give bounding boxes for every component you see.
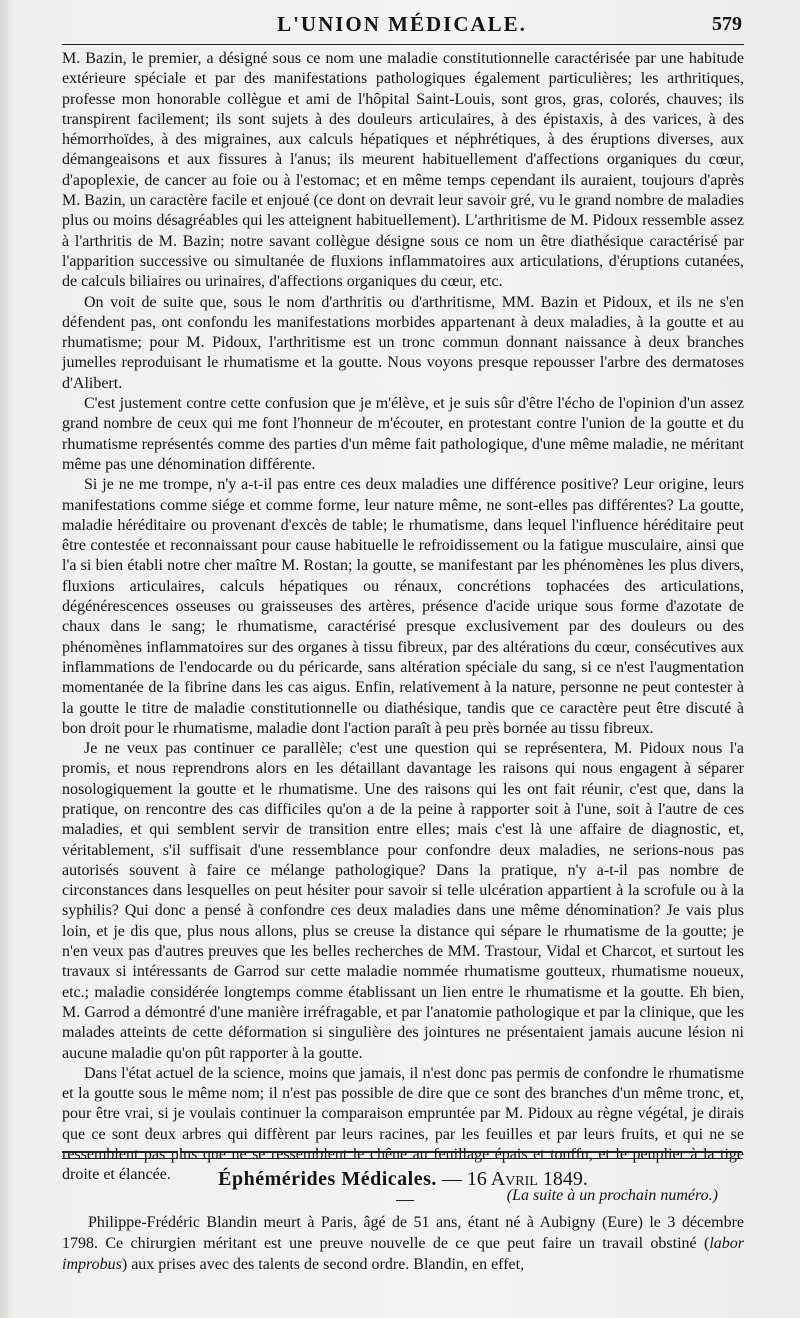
- header-rule: [62, 44, 744, 45]
- paragraph-1: M. Bazin, le premier, a désigné sous ce nom une maladie constitutionnelle caractérisée par une habitude extérieure spéciale et par des manifestations pathologiques également particulières; les arthritiques, professe mon honorable collègue et ami de l'hôpital Saint-Louis, sont gros, gras, colorés, chauves; ils transpirent facilement; ils sont sujets à des douleurs articulaires, à des épistaxis, à des varices, à des hémorrhoïdes, à des migraines, aux calculs hépatiques et néphrétiques, à des éruptions diverses, aux démangeaisons et aux fissures à l'anus; ils meurent habituellement d'affections organiques du cœur, d'apoplexie, de cancer au foie ou à l'estomac; et en même temps cependant ils auraient, toujours d'après M. Bazin, un caractère facile et enjoué (ce dont on devrait leur savoir gré, vu le grand nombre de maladies plus ou moins désagréables qui les atteignent habituellement). L'arthritisme de M. Pidoux ressemble assez à l'arthritis de M. Bazin; notre savant collègue désigne sous ce nom un être diathésique caractérisé par l'apparition successive ou simultanée de fluxions inflammatoires aux articulations, d'éruptions cutanées, de calculs biliaires ou urinaires, d'affections organiques du cœur, etc.: [62, 50, 744, 291]
- ephemerides-date: — 16 Avril 1849.: [441, 1168, 588, 1190]
- section-divider: [180, 1151, 742, 1159]
- paragraph-2: On voit de suite que, sous le nom d'arthritis ou d'arthritisme, MM. Bazin et Pidoux, et ils ne s'en défendent pas, ont confondu les manifestations morbides appartenant à deux maladies, à la goutte et au rhumatisme; pour M. Pidoux, l'arthritisme est un tronc commun donnant naissance à deux branches jumelles reproduisant le rhumatisme et la goutte. Nous voyons presque repousser l'arbre des dermatoses d'Alibert.: [62, 293, 744, 392]
- ephemerides-text-1: Philippe-Frédéric Blandin meurt à Paris, âgé de 51 ans, étant né à Aubigny (Eure) le 3 décembre 1798. Ce chirurgien méritant est une preuve nouvelle de ce que peut faire un travail obstiné (: [62, 1214, 744, 1252]
- paragraph-4: Si je ne me trompe, n'y a-t-il pas entre ces deux maladies une différence positive? Leur origine, leurs manifestations comme siége et comme forme, leur nature même, ne sont-elles pas différentes? La goutte, maladie héréditaire ou provenant d'excès de table; le rhumatisme, dans lequel l'influence héréditaire peut être contestée et reconnaissant pour cause habituelle le refroidissement ou la fatigue musculaire, ainsi que l'a si bien établi notre cher maître M. Rostan; la goutte, se manifestant par les phénomènes les plus divers, fluxions articulaires, calculs hépatiques ou rénaux, concrétions tophacées des articulations, dégénérescences osseuses ou graisseuses des artères, présence d'acide urique sous forme d'azotate de chaux dans le sang; le rhumatisme, caractérisé presque exclusivement par des douleurs ou des phénomènes inflammatoires sur des organes à tissu fibreux, par des altérations du cœur, consécutives aux inflammations de l'endocarde ou du péricarde, sans altération spéciale du sang, si ce n'est l'augmentation momentanée de la fibrine dans les cas aigus. Enfin, relativement à la nature, personne ne peut contester à la goutte le titre de maladie constitutionnelle ou diathésique, tandis que ce caractère peut être discuté à bon droit pour le rhumatisme, maladie dont l'action paraît à peu près bornée au tissu fibreux.: [62, 476, 744, 737]
- paragraph-3: C'est justement contre cette confusion que je m'élève, et je suis sûr d'être l'écho de l'opinion d'un assez grand nombre de ceux qui me font l'honneur de m'écouter, en protestant contre l'union de la goutte et du rhumatisme représentés comme des parties d'un même fait pathologique, d'une même maladie, ne méritant même pas une dénomination différente.: [62, 395, 744, 473]
- latin-phrase: labor improbus: [62, 1235, 744, 1273]
- paragraph-5: Je ne veux pas continuer ce parallèle; c'est une question qui se représentera, M. Pidoux nous l'a promis, et nous reprendrons alors en les détaillant davantage les raisons qui nous engagent à séparer nosologiquement la goutte et le rhumatisme. Une des raisons qui les ont fait réunir, c'est que, dans la pratique, on rencontre des cas difficiles qu'on a de la peine à rapporter soit à l'une, soit à l'autre de ces maladies, et qui semblent servir de transition entre elles; mais c'est là une affaire de diagnostic, et, véritablement, s'il suffisait d'une ressemblance pour confondre deux maladies, ne serions-nous pas autorisés souvent à faire ce mélange pathologique? Dans la pratique, n'y a-t-il pas nombre de circonstances dans lesquelles on peut hésiter pour savoir si telle ulcération appartient à la scrofule ou à la syphilis? Qui donc a pensé à confondre ces deux maladies dans une même dénomination? Je vais plus loin, et je dis que, plus nous allons, plus se creuse la distance qui sépare le rhumatisme de la goutte; je n'en veux pas d'autres preuves que les belles recherches de MM. Trastour, Vidal et Charcot, et surtout les travaux si intéressants de Garrod sur cette maladie nommée rhumatisme goutteux, rhumatisme noueux, etc.; maladie considérée longtemps comme établissant un lien entre le rhumatisme et la goutte. Eh bien, M. Garrod a démontré d'une manière irréfragable, et par l'anatomie pathologique et par la clinique, que les malades atteints de cette déformation si singulière des jointures ne présentaient jamais aucune lésion ni aucune maladie qu'on pût rapporter à la goutte.: [62, 740, 744, 1062]
- running-title: L'UNION MÉDICALE.: [277, 12, 527, 36]
- paragraph-6: Dans l'état actuel de la science, moins que jamais, il n'est donc pas permis de confondre le rhumatisme et la goutte sous le même nom; il n'est pas possible de dire que ce sont des branches d'un même tronc, et, pour être vrai, si je voulais continuer la comparaison empruntée par M. Pidoux au règne végétal, je dirais que ce sont deux arbres qui diffèrent par leurs racines, par les feuilles et par leurs fruits, et qui ne se ressemblent pas plus que ne se ressemblent le chêne au feuillage épais et touffu, et le peuplier à la tige droite et élancée.: [62, 1064, 744, 1184]
- page-number: 579: [712, 13, 742, 35]
- ephemerides-title: Éphémérides Médicales.: [218, 1168, 437, 1190]
- ephemerides-body: [62, 1212, 744, 1275]
- ephemerides-heading: [62, 1168, 744, 1191]
- short-rule: [396, 1200, 414, 1201]
- section-divider-left: [62, 1151, 178, 1159]
- page-header: [62, 6, 742, 36]
- ephemerides-text-2: ) aux prises avec des talents de second ordre. Blandin, en effet,: [121, 1256, 525, 1273]
- continued-note: (La suite à un prochain numéro.): [506, 1186, 718, 1204]
- ephemerides-paragraph: [62, 1212, 744, 1275]
- article-body: [62, 49, 744, 1206]
